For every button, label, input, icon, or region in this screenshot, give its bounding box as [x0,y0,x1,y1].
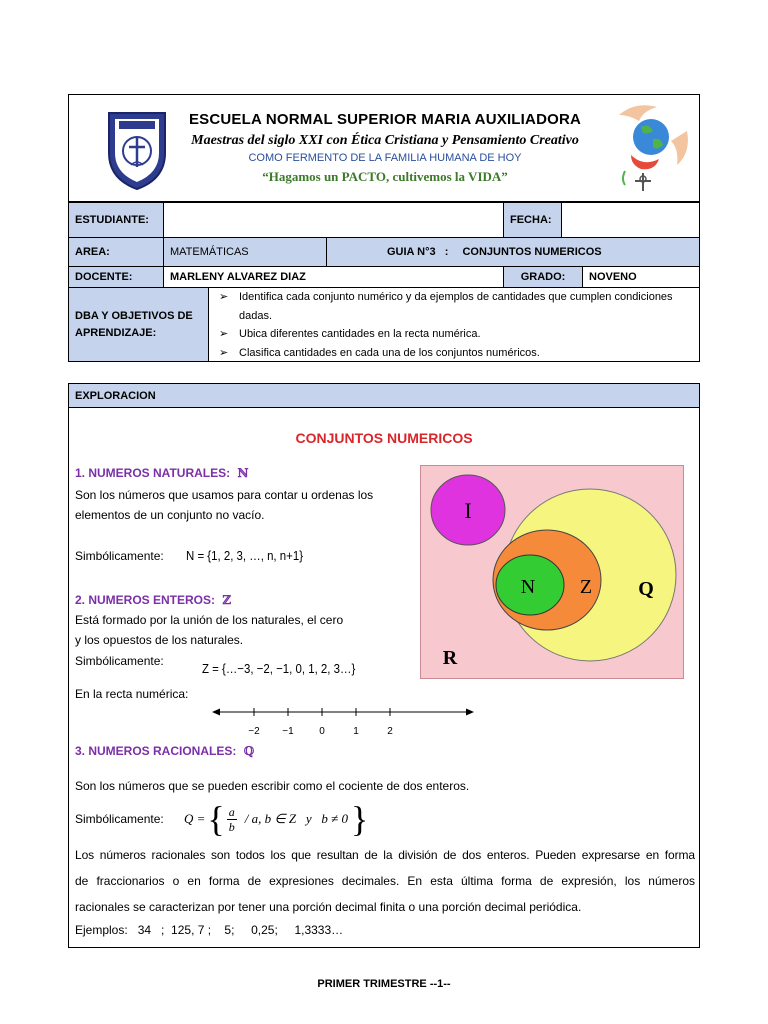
naturals-symbolic-label: Simbólicamente: [75,549,164,563]
rationals-formula-condition: / a, b ∈ Z y b ≠ 0 [244,811,349,826]
number-line-tick-label: −2 [248,726,260,737]
objectives-label: DBA Y OBJETIVOS DE APRENDIZAJE: [68,287,209,362]
teacher-label: DOCENTE: [68,266,164,288]
area-value: MATEMÁTICAS [163,237,327,267]
grade-label: GRADO: [503,266,583,288]
grade-value: NOVENO [582,266,700,288]
venn-label-naturals: N [520,576,536,598]
school-name: ESCUELA NORMAL SUPERIOR MARIA AUXILIADORA [188,111,582,128]
rationals-paragraph [75,842,695,920]
date-label: FECHA: [503,202,562,238]
naturals-text-line: Son los números que usamos para contar u ordenas los [75,488,374,502]
page-footer: PRIMER TRIMESTRE --1-- [317,978,451,990]
integers-formula: Z = {…−3, −2, −1, 0, 1, 2, 3…} [202,661,356,676]
arrow-bullet-icon: ➢ [219,291,229,303]
right-brace-icon: } [351,799,369,839]
arrow-bullet-icon: ➢ [219,328,229,340]
objectives-list [215,288,695,362]
naturals-description [75,485,373,525]
rationals-heading-text: 3. NUMEROS RACIONALES: [75,744,237,758]
school-motto-secondary: COMO FERMENTO DE LA FAMILIA HUMANA DE HOY [248,152,522,164]
guide-topic: CONJUNTOS NUMERICOS [462,246,602,258]
rationals-paragraph-line: de fraccionarios o en forma de expresiones decimales. En esta última forma de expresión, los números [75,874,695,888]
naturals-formula: N = {1, 2, 3, …, n, n+1} [186,548,304,563]
naturals-text-line: elementos de un conjunto no vacío. [75,508,265,522]
globe-hands-logo [613,101,693,193]
venn-label-irrationals: I [464,498,472,523]
rationals-heading [75,744,254,758]
fraction-denominator: b [228,819,235,834]
number-sets-venn-diagram [420,465,684,679]
naturals-heading [75,466,248,480]
school-slogan: “Hagamos un PACTO, cultivemos la VIDA” [262,169,508,184]
date-field[interactable] [561,202,700,238]
number-line [210,704,476,740]
guide-label: GUIA N°3 : [387,246,449,258]
arrow-bullet-icon: ➢ [219,346,229,359]
school-motto-primary: Maestras del siglo XXI con Ética Cristiana y Pensamiento Creativo [191,133,579,148]
rationals-paragraph-line: Los números racionales son todos los que resultan de la división de dos enteros. Pueden expresarse en forma [75,848,695,862]
guide-title [326,237,700,267]
student-field[interactable] [163,202,504,238]
objective-item [215,288,695,325]
integers-symbolic-label: Simbólicamente: [75,654,164,668]
naturals-heading-text: 1. NUMEROS NATURALES: [75,466,231,480]
objective-text: Identifica cada conjunto numérico y da ejemplos de cantidades que cumplen condiciones dadas. [239,291,673,322]
left-arrow-icon [212,709,220,716]
rationals-examples: Ejemplos: 34 ; 125, 7 ; 5; 0,25; 1,3333… [75,923,344,937]
school-header [68,94,700,202]
number-line-tick-label: 0 [319,726,325,737]
rationals-fraction [227,805,237,834]
exploration-header: EXPLORACION [69,384,699,408]
integers-symbol: ℤ [222,593,232,607]
teacher-value: MARLENY ALVAREZ DIAZ [163,266,504,288]
rationals-formula-lhs: Q = [184,811,206,826]
objective-text: Clasifica cantidades en cada una de los conjuntos numéricos. [239,346,540,359]
rationals-symbolic-label: Simbólicamente: [75,812,164,826]
number-line-tick-label: −1 [282,726,294,737]
naturals-symbol: ℕ [237,466,249,480]
venn-label-reals: R [442,647,458,669]
rationals-description: Son los números que se pueden escribir como el cociente de dos enteros. [75,779,470,793]
integers-heading [75,593,231,607]
objective-item [215,325,695,344]
venn-label-integers: Z [579,576,593,598]
exploration-title: CONJUNTOS NUMERICOS [295,430,473,446]
objective-text: Ubica diferentes cantidades en la recta numérica. [239,328,481,340]
number-line-tick-label: 1 [353,726,359,737]
area-label: AREA: [68,237,164,267]
student-label: ESTUDIANTE: [68,202,164,238]
rationals-paragraph-line: racionales se caracterizan por tener una porción decimal finita o una porción decimal periódica. [75,900,582,914]
rationals-symbol: ℚ [243,744,255,758]
number-line-tick-label: 2 [387,726,393,737]
integers-text-line: Está formado por la unión de los naturales, el cero [75,613,344,627]
right-arrow-icon [466,709,474,716]
integers-text-line: y los opuestos de los naturales. [75,633,244,647]
left-brace-icon: { [207,799,225,839]
fraction-numerator: a [228,804,235,819]
numberline-label: En la recta numérica: [75,687,189,701]
objective-item [215,344,695,363]
venn-label-rationals: Q [638,578,654,600]
integers-heading-text: 2. NUMEROS ENTEROS: [75,593,216,607]
rationals-formula [184,799,368,839]
integers-description [75,610,343,650]
